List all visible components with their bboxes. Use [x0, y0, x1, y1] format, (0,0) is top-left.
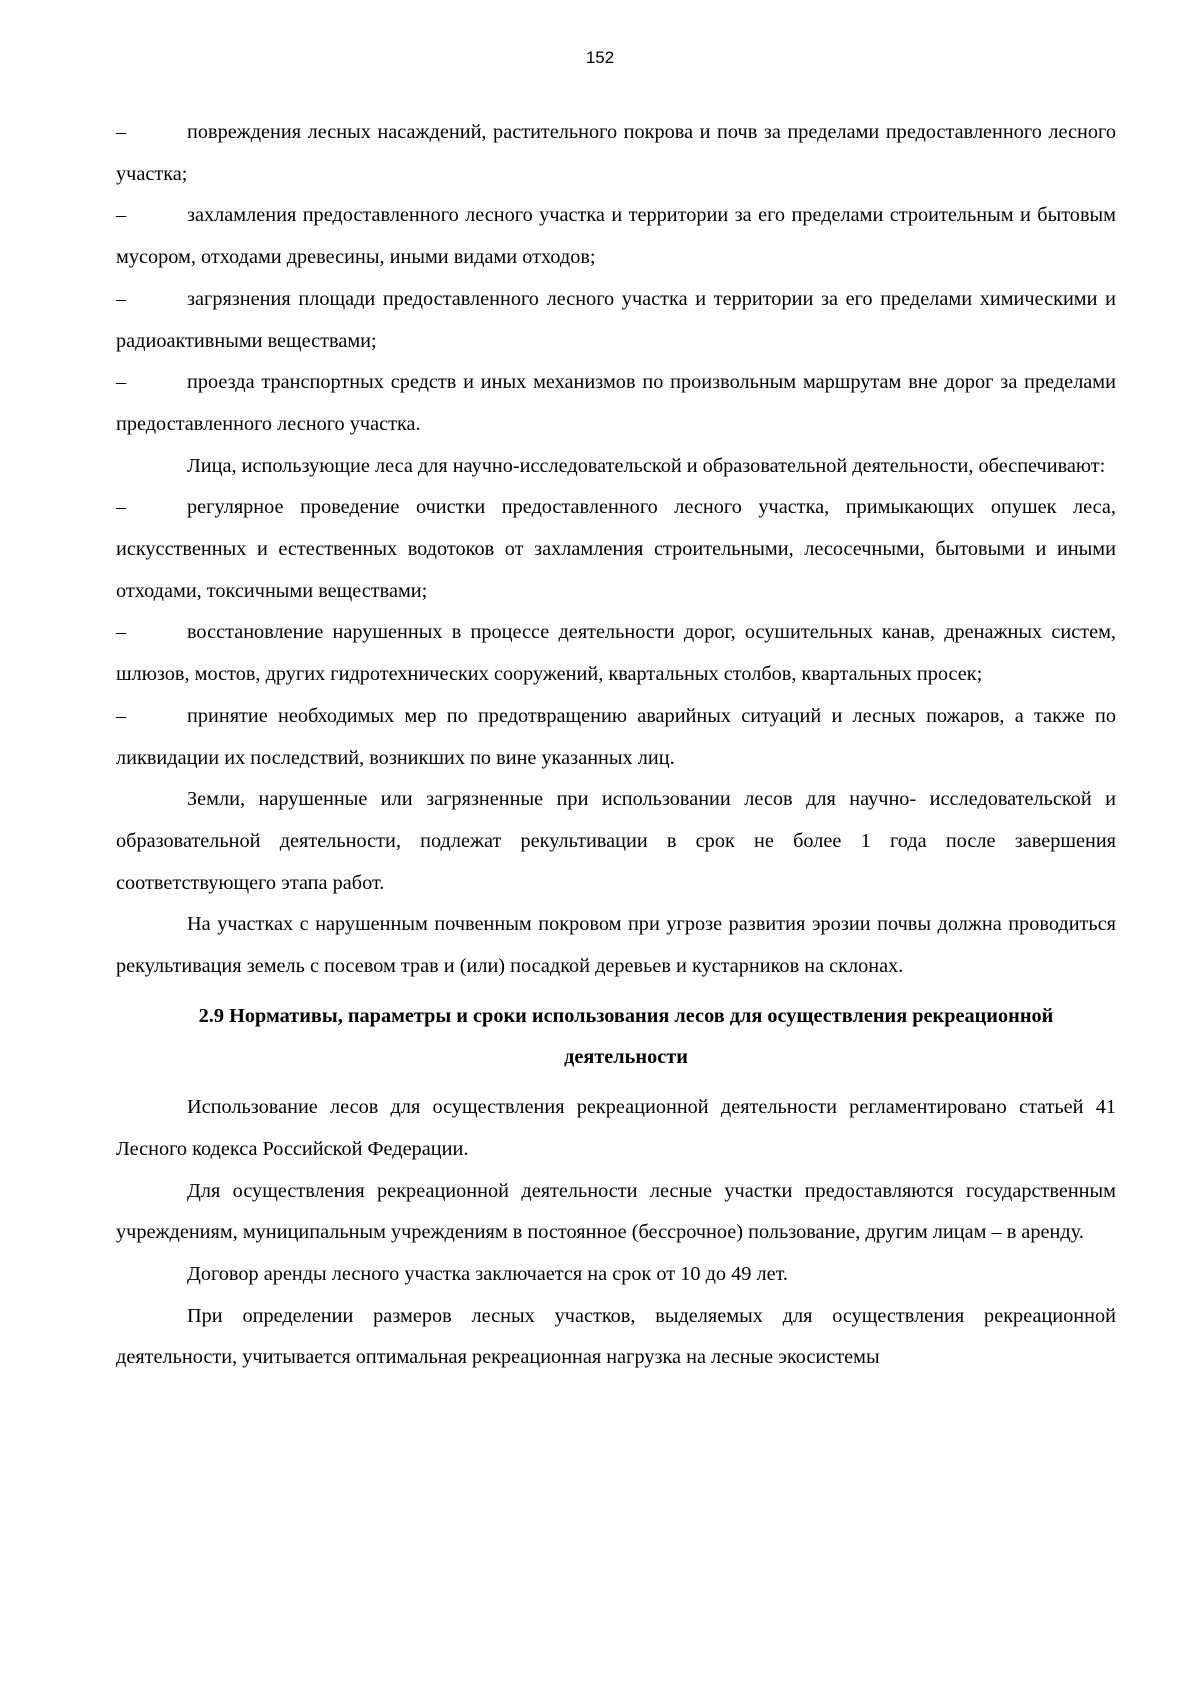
list-item — [116, 696, 1116, 779]
bullet-dash: – — [116, 621, 127, 644]
bullet-dash: – — [116, 496, 127, 519]
list-item-text: захламления предоставленного лесного участка и территории за его пределами строительным и бытовым мусором, отходами древесины, иными видами отходов; — [116, 204, 1116, 269]
paragraph: При определении размеров лесных участков, выделяемых для осуществления рекреационной деятельности, учитывается оптимальная рекреационная нагрузка на лесные экосистемы — [116, 1304, 1116, 1369]
list-item — [116, 362, 1116, 445]
bullet-dash: – — [116, 204, 127, 227]
list-item-text: загрязнения площади предоставленного лесного участка и территории за его пределами химическими и радиоактивными веществами; — [116, 287, 1116, 352]
paragraph: Земли, нарушенные или загрязненные при использовании лесов для научно- исследовательской и образовательной деятельности, подлежат рекультивации в срок не более 1 года после завершения соответствующего этапа работ. — [116, 788, 1116, 894]
paragraph: Для осуществления рекреационной деятельности лесные участки предоставляются государственным учреждениям, муниципальным учреждениям в постоянное (бессрочное) пользование, другим лицам – в аренду. — [116, 1179, 1116, 1244]
bullet-dash: – — [116, 704, 127, 727]
paragraph: Договор аренды лесного участка заключается на срок от 10 до 49 лет. — [187, 1262, 788, 1285]
paragraph: Лица, использующие леса для научно-исследовательской и образовательной деятельности, обеспечивают: — [187, 454, 1106, 477]
list-item — [116, 112, 1116, 195]
list-item — [116, 195, 1116, 278]
list-item-text: проезда транспортных средств и иных механизмов по произвольным маршрутам вне дорог за пределами предоставленного лесного участка. — [116, 371, 1116, 435]
paragraph: На участках с нарушенным почвенным покровом при угрозе развития эрозии почвы должна проводиться рекультивация земель с посевом трав и (или) посадкой деревьев и кустарников на склонах. — [116, 913, 1116, 978]
bullet-dash: – — [116, 371, 127, 394]
list-item — [116, 487, 1116, 612]
section-heading: 2.9 Нормативы, параметры и сроки использования лесов для осуществления рекреационной деятельности — [198, 1004, 1054, 1069]
bullet-dash: – — [116, 121, 127, 143]
document-body — [116, 112, 1116, 1379]
paragraph: Использование лесов для осуществления рекреационной деятельности регламентировано статьей 41 Лесного кодекса Российской Федерации. — [116, 1096, 1116, 1160]
page-number: 152 — [585, 48, 615, 67]
bullet-dash: – — [116, 287, 127, 310]
list-item — [116, 612, 1116, 695]
list-item-text: повреждения лесных насаждений, растительного покрова и почв за пределами предоставленного лесного участка; — [116, 121, 1116, 185]
list-item-text: регулярное проведение очистки предоставленного лесного участка, примыкающих опушек леса, искусственных и естественных водотоков от захламления строительными, лесосечными, бытовыми и иными отходами, токсичными веществами; — [116, 496, 1116, 602]
list-item-text: восстановление нарушенных в процессе деятельности дорог, осушительных канав, дренажных систем, шлюзов, мостов, других гидротехнических сооружений, квартальных столбов, квартальных просек; — [116, 621, 1116, 686]
list-item-text: принятие необходимых мер по предотвращению аварийных ситуаций и лесных пожаров, а также по ликвидации их последствий, возникших по вине указанных лиц. — [116, 704, 1116, 769]
list-item — [116, 279, 1116, 362]
